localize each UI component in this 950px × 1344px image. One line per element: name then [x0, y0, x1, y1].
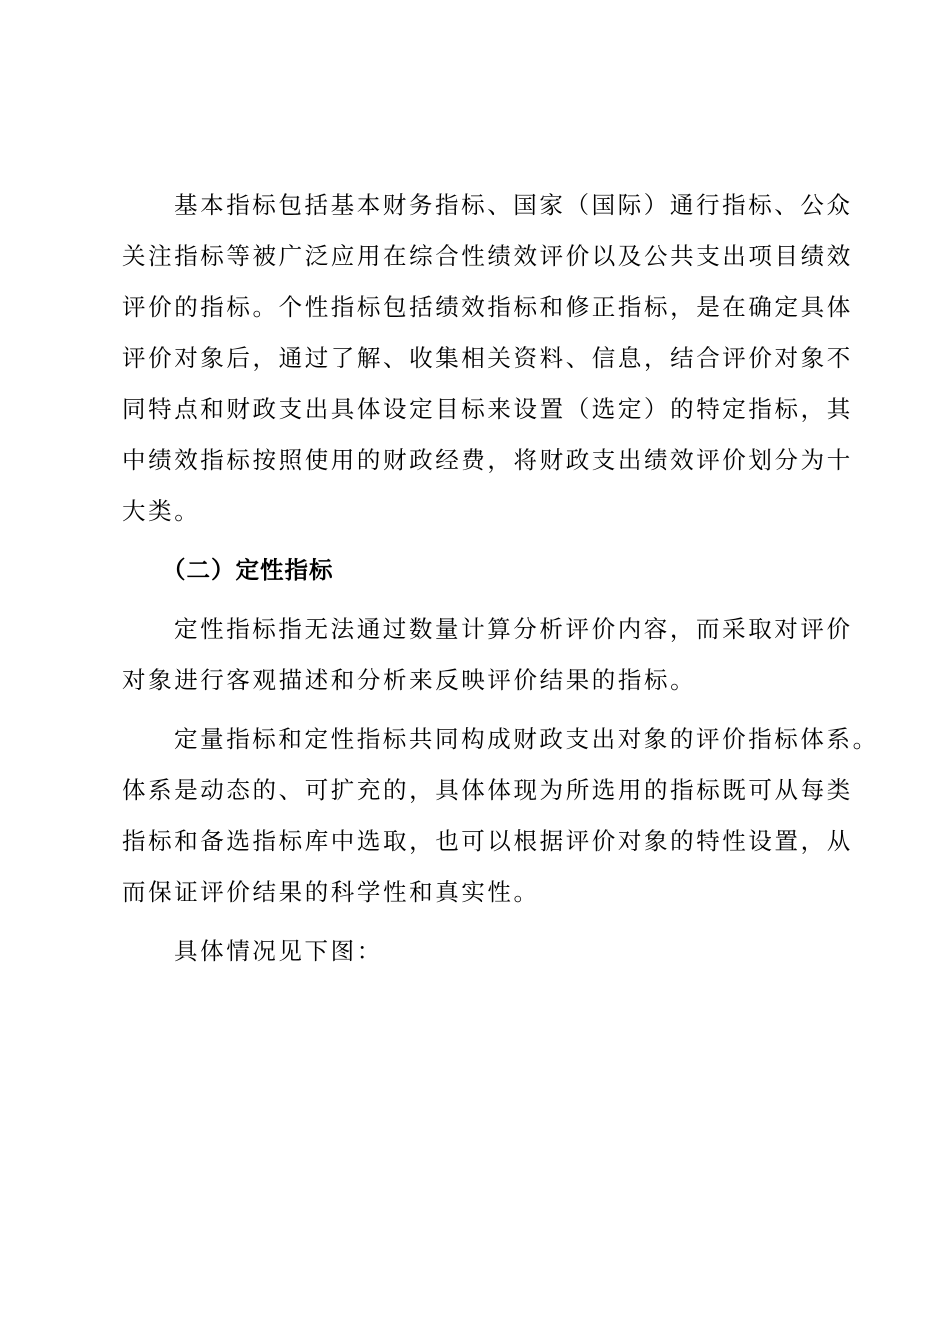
paragraph-line: 基本指标包括基本财务指标、国家（国际）通行指标、公众	[174, 191, 853, 219]
paragraph-line: 对象进行客观描述和分析来反映评价结果的指标。	[122, 666, 697, 694]
paragraph-basic-indicators	[122, 180, 853, 537]
document-body	[122, 180, 879, 977]
paragraph-line: 体系是动态的、可扩充的，具体体现为所选用的指标既可从每类	[122, 776, 853, 804]
paragraph-line: 评价对象后，通过了解、收集相关资料、信息，结合评价对象不	[122, 344, 853, 372]
paragraph-line: 中绩效指标按照使用的财政经费，将财政支出绩效评价划分为十	[122, 446, 853, 474]
paragraph-line: 关注指标等被广泛应用在综合性绩效评价以及公共支出项目绩效	[122, 242, 853, 270]
paragraph-line: 指标和备选指标库中选取，也可以根据评价对象的特性设置，从	[122, 827, 853, 855]
paragraph-line: 定量指标和定性指标共同构成财政支出对象的评价指标体系。	[174, 725, 879, 753]
paragraph-see-figure	[122, 926, 832, 977]
paragraph-line: 评价的指标。个性指标包括绩效指标和修正指标，是在确定具体	[122, 293, 853, 321]
paragraph-indicator-system	[122, 714, 879, 918]
section-heading	[122, 545, 832, 596]
paragraph-line: 大类。	[122, 497, 201, 525]
paragraph-line: 具体情况见下图：	[174, 937, 383, 965]
paragraph-line: 同特点和财政支出具体设定目标来设置（选定）的特定指标，其	[122, 395, 853, 423]
paragraph-line: 而保证评价结果的科学性和真实性。	[122, 878, 540, 906]
paragraph-qualitative-indicators	[122, 604, 853, 706]
paragraph-line: 定性指标指无法通过数量计算分析评价内容，而采取对评价	[174, 615, 853, 643]
section-heading-text: （二）定性指标	[162, 556, 334, 584]
